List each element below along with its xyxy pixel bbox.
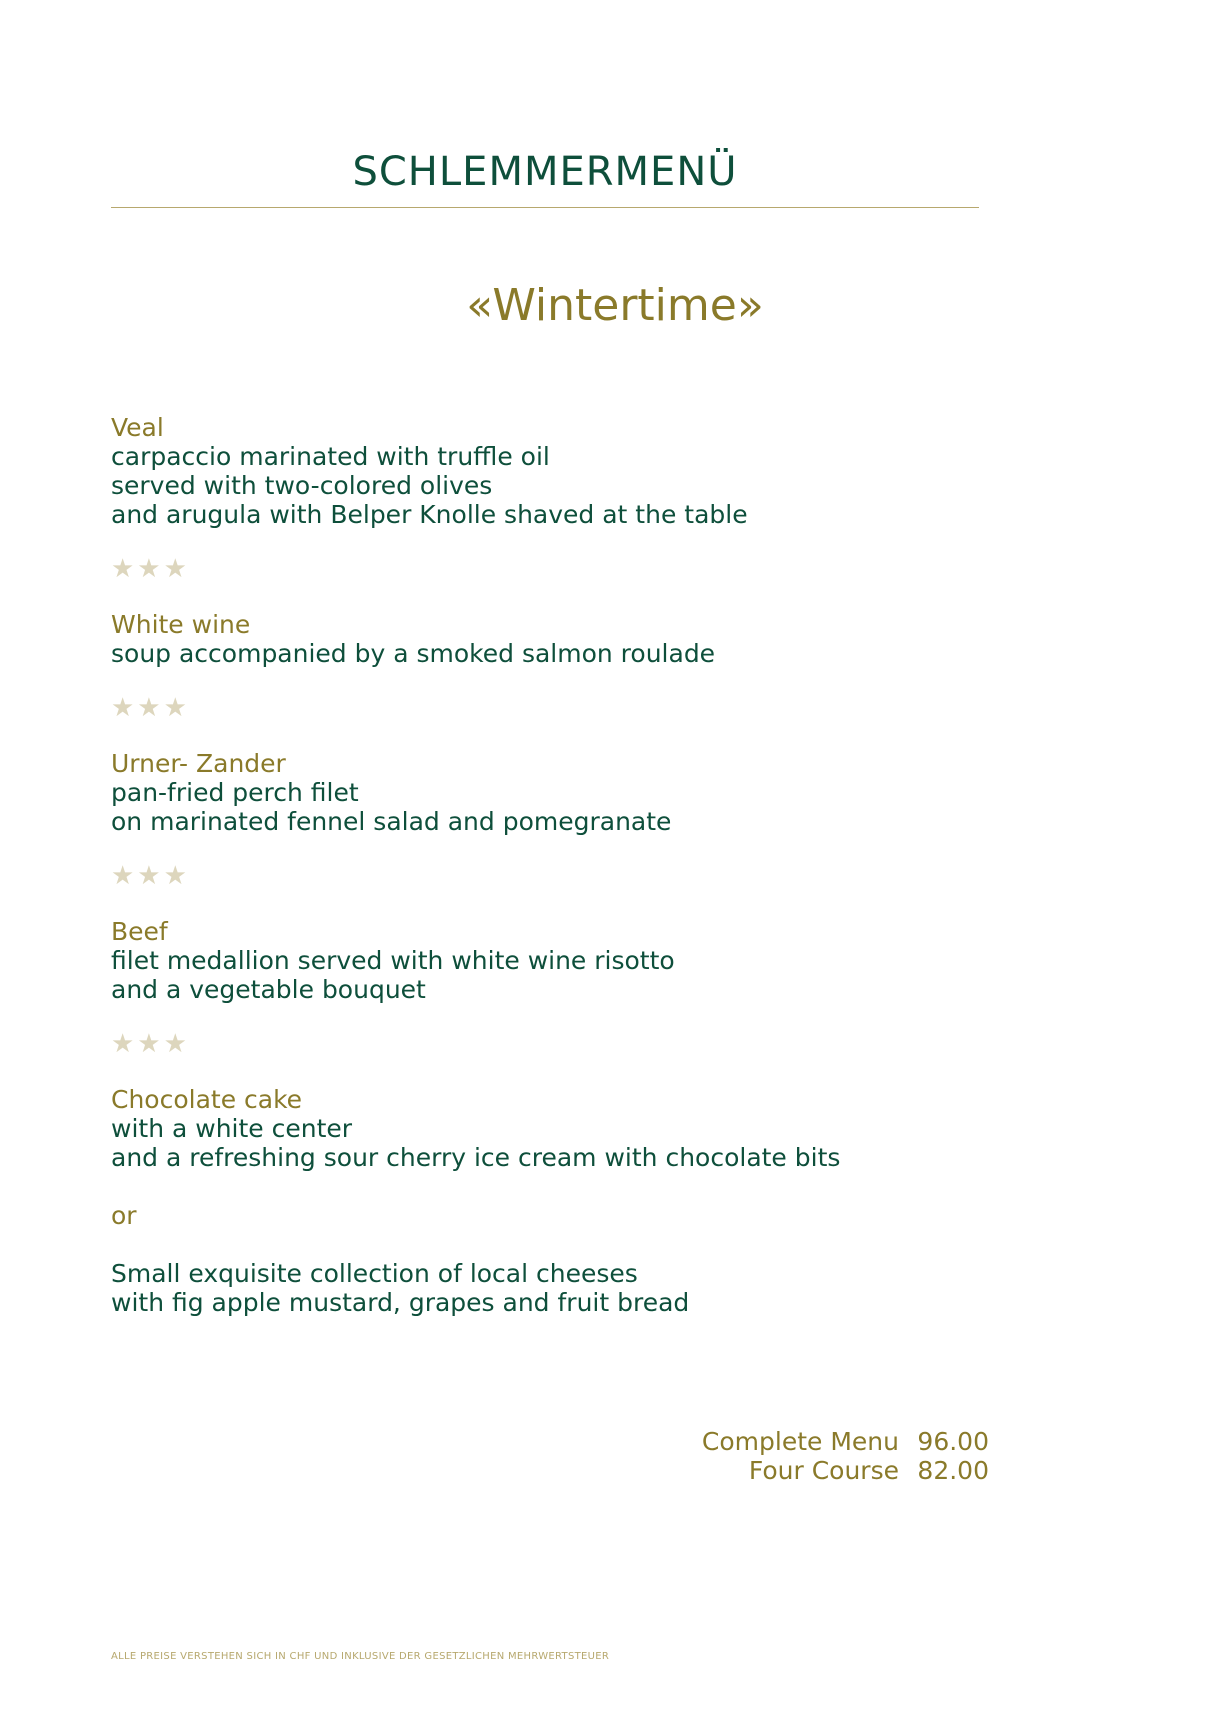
course-description-line: with fig apple mustard, grapes and fruit bread	[111, 1288, 690, 1317]
course-beef	[111, 917, 1111, 1004]
course-title: White wine	[111, 610, 251, 639]
course-title: Veal	[111, 413, 164, 442]
price-row	[702, 1456, 989, 1485]
price-list	[702, 1427, 989, 1485]
page-title: SCHLEMMERMENÜ	[352, 149, 738, 195]
course-description-line: and arugula with Belper Knolle shaved at the table	[111, 500, 748, 529]
course-title: Urner- Zander	[111, 749, 286, 778]
price-value: 82.00	[917, 1456, 989, 1485]
course-veal	[111, 413, 1111, 529]
star-separator: ★★★	[111, 1029, 190, 1059]
course-title: Beef	[111, 917, 168, 946]
course-white-wine	[111, 610, 1111, 668]
price-label: Four Course	[748, 1456, 899, 1485]
or-label: or	[111, 1201, 137, 1230]
course-urner-zander	[111, 749, 1111, 836]
course-description-line: and a refreshing sour cherry ice cream with chocolate bits	[111, 1143, 841, 1172]
course-list	[111, 413, 1111, 1317]
course-description-line: and a vegetable bouquet	[111, 975, 426, 1004]
menu-name: «Wintertime»	[466, 280, 764, 331]
course-description-line: on marinated fennel salad and pomegranate	[111, 807, 672, 836]
star-separator: ★★★	[111, 693, 190, 723]
star-separator: ★★★	[111, 554, 190, 584]
course-chocolate-cake	[111, 1085, 1111, 1172]
star-separator: ★★★	[111, 861, 190, 891]
course-description-line: pan-fried perch filet	[111, 778, 359, 807]
course-description-line: soup accompanied by a smoked salmon roulade	[111, 639, 716, 668]
course-description-line: with a white center	[111, 1114, 353, 1143]
footer-note: ALLE PREISE VERSTEHEN SICH IN CHF UND INKLUSIVE DER GESETZLICHEN MEHRWERTSTEUER	[111, 1651, 610, 1662]
course-description-line: carpaccio marinated with truffle oil	[111, 442, 550, 471]
course-description-line: Small exquisite collection of local cheeses	[111, 1259, 638, 1288]
price-value: 96.00	[917, 1427, 989, 1456]
price-label: Complete Menu	[701, 1427, 899, 1456]
title-divider	[111, 207, 979, 208]
course-description-line: served with two-colored olives	[111, 471, 493, 500]
course-title: Chocolate cake	[111, 1085, 303, 1114]
course-cheese-alternative	[111, 1259, 1111, 1317]
course-description-line: filet medallion served with white wine risotto	[111, 946, 675, 975]
price-row	[702, 1427, 989, 1456]
